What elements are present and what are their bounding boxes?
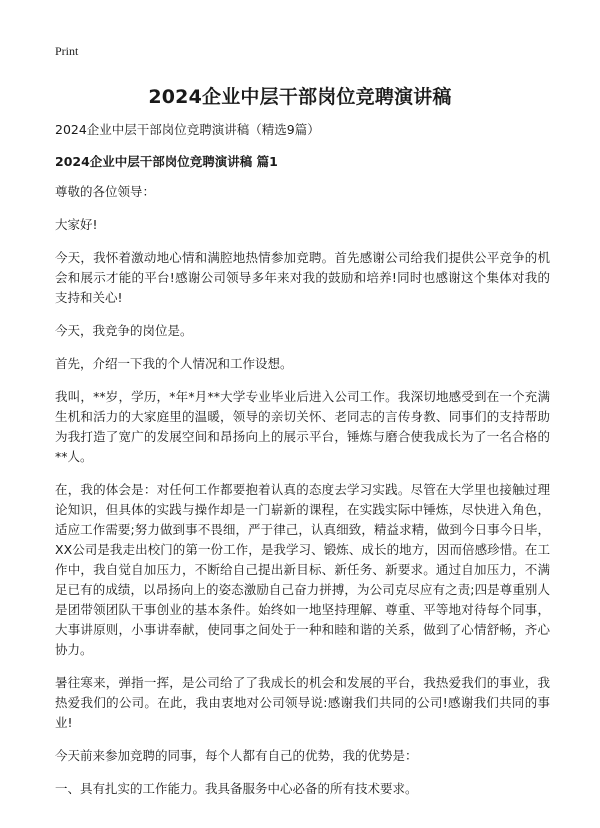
section-heading: 2024企业中层干部岗位竞聘演讲稿 篇1 [55,154,278,169]
document-body [55,120,550,812]
paragraph-greeting: 尊敬的各位领导： [55,184,156,199]
paragraph: 今天，我竞争的岗位是。 [55,323,193,338]
page-title: 2024企业中层干部岗位竞聘演讲稿 [148,86,452,108]
paragraph: 今天，我怀着激动地心情和满腔地热情参加竞聘。首先感谢公司给我们提供公平竞争的机会和展示才能的平台!感谢公司领导多年来对我的鼓励和培养!同时也感谢这个集体对我的支持和关心! [55,250,550,305]
paragraph: 暑往寒来，弹指一挥，是公司给了了我成长的机会和发展的平台，我热爱我们的事业，我热爱我们的公司。在此，我由衷地对公司领导说:感谢我们共同的公司!感谢我们共同的事业! [55,675,550,730]
print-label: Print [55,44,79,58]
document-subtitle: 2024企业中层干部岗位竞聘演讲稿（精选9篇） [55,122,320,137]
paragraph: 一、具有扎实的工作能力。我具备服务中心必备的所有技术要求。 [55,781,418,796]
paragraph: 今天前来参加竞聘的同事，每个人都有自己的优势，我的优势是： [55,748,418,763]
paragraph: 首先，介绍一下我的个人情况和工作设想。 [55,356,293,371]
paragraph-hello: 大家好! [55,217,98,232]
paragraph: 在，我的体会是：对任何工作都要抱着认真的态度去学习实践。尽管在大学里也接触过理论知识，但具体的实践与操作却是一门崭新的课程，在实践实际中锤炼，尽快进入角色，适应工作需要;努力做到事不畏细，严于律己，认真细致，精益求精，做到今日事今日毕，XX公司是我走出校门的第一份工作，是我学习、锻炼、成长的地方，因而倍感珍惜。在工作中，我自觉自加压力，不断给自己提出新目标、新任务、新要求。通过自加压力，不满足已有的成绩，以昂扬向上的姿态激励自己奋力拼搏，为公司克尽应有之责;四是尊重别人是团带领团队干事创业的基本条件。始终如一地坚持理解、尊重、平等地对待每个同事，大事讲原则，小事讲奉献，使同事之间处于一种和睦和谐的关系，做到了心情舒畅，齐心协力。 [55,482,550,657]
paragraph: 我叫，**岁，学历，*年*月**大学专业毕业后进入公司工作。我深切地感受到在一个充满生机和活力的大家庭里的温暖，领导的亲切关怀、老同志的言传身教、同事们的支持帮助为我打造了宽广的发展空间和昂扬向上的展示平台，锤炼与磨合使我成长为了一名合格的**人。 [55,389,550,464]
